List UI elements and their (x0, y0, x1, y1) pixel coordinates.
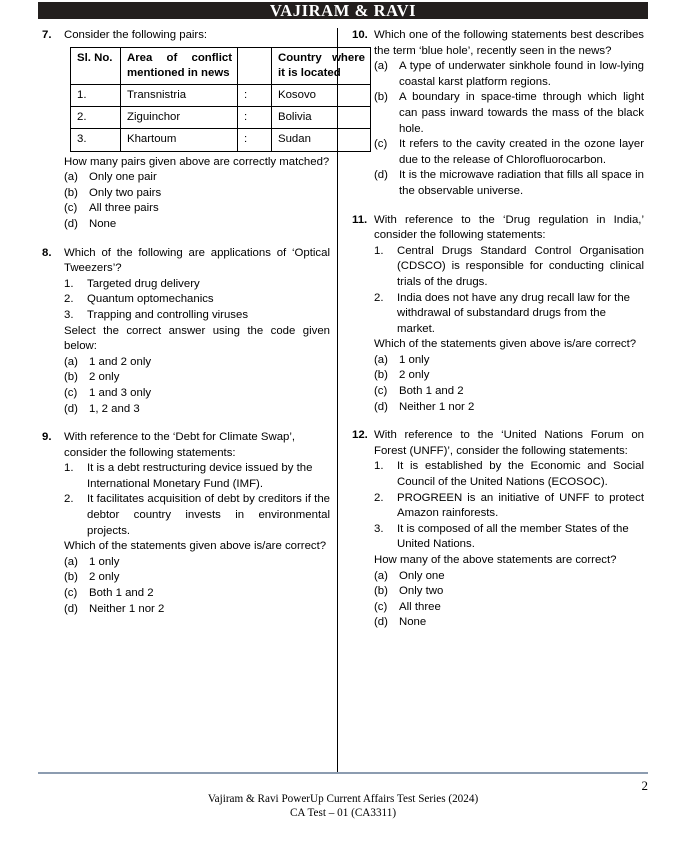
option-a[interactable] (352, 59, 644, 90)
option-a-marker: (a) (64, 171, 78, 184)
question-11 (352, 213, 644, 416)
option-c[interactable] (352, 384, 644, 400)
option-d[interactable] (42, 402, 330, 418)
question-7-options (42, 170, 330, 232)
statement-3 (352, 522, 644, 553)
option-a-text: 1 only (89, 555, 120, 568)
option-c-text: Both 1 and 2 (399, 385, 464, 398)
option-b-text: Only two (399, 585, 444, 598)
option-d[interactable] (352, 400, 644, 416)
option-c[interactable] (42, 201, 330, 217)
table-row (71, 85, 371, 107)
option-b-marker: (b) (64, 371, 78, 384)
question-7-number: 7. (42, 29, 52, 41)
option-d-marker: (d) (374, 169, 388, 182)
option-c[interactable] (42, 586, 330, 602)
cell-country: Sudan (272, 129, 371, 151)
statement-2-text: PROGREEN is an initiative of UNFF to protect Amazon rainforests. (397, 491, 644, 520)
cell-colon: : (238, 107, 272, 129)
option-d-text: Neither 1 nor 2 (399, 400, 475, 413)
cell-country: Kosovo (272, 85, 371, 107)
cell-country: Bolivia (272, 107, 371, 129)
question-11-options (352, 353, 644, 415)
option-a-marker: (a) (64, 555, 78, 568)
table-header-sl-no: Sl. No. (71, 47, 121, 84)
option-c-marker: (c) (374, 385, 388, 398)
option-b-marker: (b) (374, 585, 388, 598)
page-footer (0, 772, 686, 844)
cell-colon: : (238, 129, 272, 151)
question-11-tail: Which of the statements given above is/are correct? (374, 338, 637, 351)
question-12-head (352, 428, 644, 459)
table-header-colon (238, 47, 272, 84)
cell-area: Ziguinchor (121, 107, 238, 129)
option-a-text: 1 only (399, 353, 430, 366)
table-header-country: Country where it is located (272, 47, 371, 84)
option-c-text: 1 and 3 only (89, 386, 152, 399)
question-7-table-wrap (42, 44, 365, 155)
option-b-marker: (b) (64, 571, 78, 584)
question-8-head (42, 246, 330, 277)
footer-text (0, 792, 686, 820)
statement-2-marker: 2. (374, 291, 384, 304)
option-a-text: 1 and 2 only (89, 355, 152, 368)
option-c-marker: (c) (64, 202, 78, 215)
option-a[interactable] (42, 355, 330, 371)
option-c[interactable] (352, 137, 644, 168)
option-d[interactable] (352, 615, 644, 631)
question-9-statements (42, 461, 330, 539)
statement-2-text: It facilitates acquisition of debt by creditors if the debtor country invests in environmental projects. (87, 493, 330, 537)
option-b-marker: (b) (374, 91, 388, 104)
statement-2-marker: 2. (64, 293, 74, 306)
pairs-table-head (71, 47, 371, 84)
statement-1-marker: 1. (374, 460, 384, 473)
cell-area: Khartoum (121, 129, 238, 151)
option-a[interactable] (352, 569, 644, 585)
option-b[interactable] (42, 186, 330, 202)
question-10-head (352, 28, 644, 59)
question-12-stem: With reference to the ‘United Nations Forum on Forest (UNFF)’, consider the following statements: (374, 429, 644, 457)
option-a-marker: (a) (374, 60, 388, 73)
question-11-statements (352, 244, 644, 338)
option-a[interactable] (42, 170, 330, 186)
option-a[interactable] (42, 555, 330, 571)
option-d-text: None (399, 616, 427, 629)
statement-1-text: It is a debt restructuring device issued by the International Monetary Fund (IMF). (87, 462, 313, 490)
page-body (0, 28, 686, 772)
question-12-statements (352, 459, 644, 553)
option-c-text: All three (399, 600, 441, 613)
statement-1 (352, 459, 644, 490)
option-b[interactable] (42, 570, 330, 586)
cell-sl: 2. (71, 107, 121, 129)
option-c-marker: (c) (374, 138, 388, 151)
option-d[interactable] (352, 168, 644, 199)
option-d[interactable] (42, 602, 330, 618)
page-number: 2 (641, 778, 648, 793)
statement-1-marker: 1. (64, 462, 74, 475)
question-8-tail: Select the correct answer using the code given below: (64, 324, 330, 353)
statement-1-text: Targeted drug delivery (87, 277, 200, 290)
statement-2-marker: 2. (64, 493, 74, 506)
option-a-marker: (a) (374, 569, 388, 582)
option-c-marker: (c) (64, 386, 78, 399)
option-b[interactable] (352, 584, 644, 600)
option-b[interactable] (352, 90, 644, 137)
option-b-text: 2 only (89, 571, 120, 584)
question-12-number: 12. (352, 429, 368, 442)
option-a-text: Only one (399, 569, 445, 582)
table-row (71, 107, 371, 129)
statement-1-marker: 1. (374, 244, 384, 257)
question-10-options (352, 59, 644, 199)
option-d-marker: (d) (374, 400, 388, 413)
option-a-marker: (a) (64, 355, 78, 368)
option-d-text: None (89, 217, 117, 230)
option-d-text: Neither 1 nor 2 (89, 602, 165, 615)
option-d-marker: (d) (64, 402, 78, 415)
question-10-number: 10. (352, 29, 368, 41)
question-9-head (42, 430, 330, 461)
question-10 (352, 28, 644, 200)
question-9 (42, 430, 330, 617)
question-7-head (42, 28, 330, 44)
option-d-text: It is the microwave radiation that fills all space in the observable universe. (399, 169, 644, 197)
option-b-text: 2 only (89, 371, 120, 384)
statement-1 (42, 277, 330, 293)
option-a-text: Only one pair (89, 171, 157, 184)
question-8 (42, 246, 330, 418)
question-7-stem: Consider the following pairs: (64, 29, 208, 41)
statement-1-text: It is established by the Economic and Social Council of the United Nations (ECOSOC). (397, 460, 644, 489)
question-9-options (42, 555, 330, 617)
statement-3-text: Trapping and controlling viruses (87, 308, 249, 321)
cell-colon: : (238, 85, 272, 107)
statement-3-text: It is composed of all the member States of the United Nations. (397, 522, 629, 551)
option-d-text: 1, 2 and 3 (89, 402, 140, 415)
statement-2-marker: 2. (374, 491, 384, 504)
option-d-marker: (d) (64, 217, 78, 230)
option-c-text: Both 1 and 2 (89, 587, 154, 600)
cell-sl: 1. (71, 85, 121, 107)
option-b-text: 2 only (399, 369, 430, 382)
statement-2 (42, 492, 330, 539)
table-header-row (71, 47, 371, 84)
statement-2 (352, 291, 644, 338)
statement-1-text: Central Drugs Standard Control Organisation (CDSCO) is responsible for conducting clinical trials of the drugs. (397, 244, 644, 288)
option-b[interactable] (352, 368, 644, 384)
option-a-marker: (a) (374, 353, 388, 366)
option-c[interactable] (42, 386, 330, 402)
pairs-table (70, 47, 371, 152)
option-b-text: A boundary in space-time through which light can pass inward towards the mass of the black hole. (399, 91, 644, 135)
table-header-area: Area of conflict mentioned in news (121, 47, 238, 84)
option-c-marker: (c) (374, 600, 388, 613)
footer-line-1: Vajiram & Ravi PowerUp Current Affairs Test Series (2024) (207, 793, 479, 805)
statement-1-marker: 1. (64, 277, 74, 290)
cell-sl: 3. (71, 129, 121, 151)
option-b-marker: (b) (64, 186, 78, 199)
question-9-tail: Which of the statements given above is/are correct? (64, 540, 327, 553)
footer-divider (38, 772, 648, 774)
option-d[interactable] (42, 217, 330, 233)
right-column (352, 28, 644, 644)
brand-title: VAJIRAM & RAVI (264, 2, 422, 19)
question-12-tail: How many of the above statements are correct? (374, 554, 617, 566)
question-8-number: 8. (42, 246, 52, 259)
pairs-table-body (71, 85, 371, 152)
statement-3-marker: 3. (64, 308, 74, 321)
question-8-stem: Which of the following are applications of ‘Optical Tweezers’? (64, 246, 330, 275)
option-c[interactable] (352, 600, 644, 616)
statement-1 (352, 244, 644, 291)
statement-2-text: Quantum optomechanics (87, 293, 214, 306)
option-d-marker: (d) (64, 602, 78, 615)
question-11-number: 11. (352, 213, 368, 226)
footer-line-2: CA Test – 01 (CA3311) (289, 807, 397, 819)
statement-2 (42, 292, 330, 308)
statement-2-text: India does not have any drug recall law for the withdrawal of substandard drugs from the market. (397, 291, 631, 335)
question-11-stem: With reference to the ‘Drug regulation in India,’ consider the following statements: (374, 213, 644, 242)
option-c-text: It refers to the cavity created in the ozone layer due to the release of Chlorofluorocarbon. (399, 138, 644, 166)
question-11-head (352, 213, 644, 244)
option-c-text: All three pairs (89, 202, 159, 215)
option-b[interactable] (42, 370, 330, 386)
question-12 (352, 428, 644, 631)
question-9-number: 9. (42, 431, 52, 444)
option-c-marker: (c) (64, 587, 78, 600)
statement-1 (42, 461, 330, 492)
statement-3 (42, 308, 330, 324)
cell-area: Transnistria (121, 85, 238, 107)
question-9-stem: With reference to the ‘Debt for Climate Swap’, consider the following statements: (64, 431, 296, 459)
question-8-statements (42, 277, 330, 324)
option-a[interactable] (352, 353, 644, 369)
option-d-marker: (d) (374, 616, 388, 629)
question-7-tail: How many pairs given above are correctly matched? (64, 155, 330, 168)
option-b-marker: (b) (374, 369, 388, 382)
question-12-options (352, 569, 644, 631)
option-a-text: A type of underwater sinkhole found in low-lying coastal karst platform regions. (399, 60, 644, 88)
question-10-stem: Which one of the following statements best describes the term ‘blue hole’, recently seen in the news? (374, 29, 644, 57)
statement-3-marker: 3. (374, 522, 384, 535)
table-row (71, 129, 371, 151)
page-header-banner (38, 2, 648, 19)
statement-2 (352, 491, 644, 522)
question-8-options (42, 355, 330, 417)
option-b-text: Only two pairs (89, 186, 162, 199)
